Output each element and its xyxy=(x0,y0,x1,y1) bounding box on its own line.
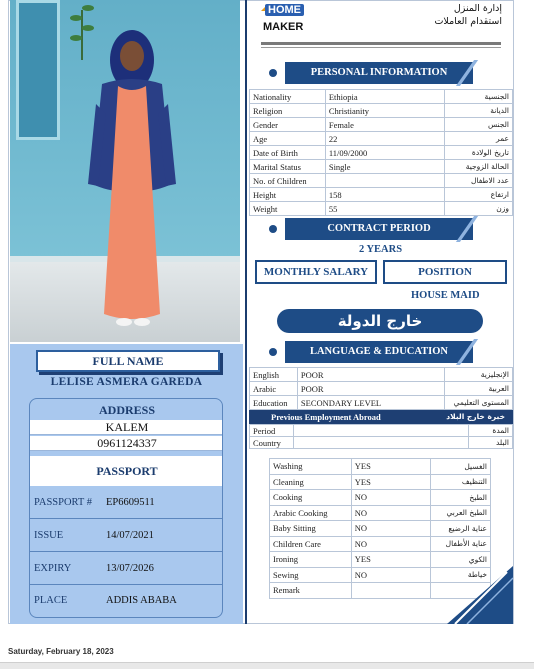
table-row xyxy=(270,505,491,521)
candidate-photo xyxy=(10,0,240,342)
row-value: Female xyxy=(325,118,444,132)
corner-decoration xyxy=(447,566,513,624)
personal-info-banner: PERSONAL INFORMATION xyxy=(285,62,473,84)
row-label: Remark xyxy=(270,583,352,599)
row-label: Nationality xyxy=(250,90,326,104)
row-label-arabic: الإنجليزية xyxy=(445,368,513,382)
table-row xyxy=(270,474,491,490)
row-label-arabic: المدة xyxy=(469,425,513,437)
row-label-arabic: تاريخ الولادة xyxy=(445,146,513,160)
fullname-label: FULL NAME xyxy=(36,350,220,372)
fullname-value: LELISE ASMERA GAREDA xyxy=(50,376,203,388)
arabic-title-line-1: إدارة المنزل xyxy=(453,3,502,14)
row-value xyxy=(325,174,444,188)
row-label-arabic: الغسيل xyxy=(431,459,491,475)
row-value: YES xyxy=(351,552,430,568)
row-label-arabic: عناية الأطفال xyxy=(431,536,491,552)
row-label-arabic: المستوى التعليمي xyxy=(445,396,513,410)
row-label-arabic: الطبخ xyxy=(431,490,491,506)
home-maker-logo xyxy=(261,4,321,38)
row-label-arabic: الجنس xyxy=(445,118,513,132)
row-label: English xyxy=(250,368,298,382)
arabic-title-line-2: استقدام العاملات xyxy=(434,16,502,27)
language-table xyxy=(249,367,513,410)
previous-employment-title: Previous Employment Abroad xyxy=(271,412,381,422)
row-value: 55 xyxy=(325,202,444,216)
row-label: Date of Birth xyxy=(250,146,326,160)
print-date: Saturday, February 18, 2023 xyxy=(8,647,114,656)
row-label-arabic: ارتفاع xyxy=(445,188,513,202)
passport-row xyxy=(30,585,223,617)
issue-label: ISSUE xyxy=(34,530,64,541)
row-value: YES xyxy=(351,459,430,475)
row-label: Children Care xyxy=(270,536,352,552)
table-row xyxy=(250,425,513,437)
row-label: Baby Sitting xyxy=(270,521,352,537)
personal-info-table xyxy=(249,89,513,216)
table-row xyxy=(250,382,513,396)
row-label: Cleaning xyxy=(270,474,352,490)
row-label: Religion xyxy=(250,104,326,118)
expiry-value: 13/07/2026 xyxy=(106,563,154,574)
row-value xyxy=(351,583,430,599)
row-label: Ironing xyxy=(270,552,352,568)
row-value: Christianity xyxy=(325,104,444,118)
row-label-arabic: الحالة الزوجية xyxy=(445,160,513,174)
table-row xyxy=(250,132,513,146)
row-label: Gender xyxy=(250,118,326,132)
row-value: POOR xyxy=(297,368,444,382)
row-label: Education xyxy=(250,396,298,410)
issue-value: 14/07/2021 xyxy=(106,530,154,541)
passport-number-value: EP6609511 xyxy=(106,497,155,508)
row-label-arabic: الديانة xyxy=(445,104,513,118)
bullet-icon xyxy=(269,348,277,356)
window-frame xyxy=(16,0,60,140)
table-row xyxy=(270,552,491,568)
row-label-arabic: الطبخ العربي xyxy=(431,505,491,521)
table-row xyxy=(270,459,491,475)
passport-row xyxy=(30,487,223,519)
place-value: ADDIS ABABA xyxy=(106,595,177,606)
address-card xyxy=(29,398,223,618)
agency-arabic-title xyxy=(434,2,502,28)
row-value: 22 xyxy=(325,132,444,146)
row-label: Cooking xyxy=(270,490,352,506)
table-row xyxy=(250,146,513,160)
address-label: ADDRESS xyxy=(98,403,155,417)
row-value: 11/09/2000 xyxy=(325,146,444,160)
contract-period-value: 2 YEARS xyxy=(358,244,403,255)
row-label: Country xyxy=(250,437,294,449)
row-label: Height xyxy=(250,188,326,202)
row-value xyxy=(293,437,468,449)
table-row xyxy=(250,118,513,132)
row-value: NO xyxy=(351,505,430,521)
abroad-badge: خارج الدولة xyxy=(277,309,483,333)
address-line-2: 0961124337 xyxy=(30,436,223,451)
contract-period-banner: CONTRACT PERIOD xyxy=(285,218,473,240)
row-value: NO xyxy=(351,490,430,506)
row-value: Single xyxy=(325,160,444,174)
table-row xyxy=(250,104,513,118)
details-column xyxy=(245,0,514,624)
row-value: NO xyxy=(351,536,430,552)
row-label: Age xyxy=(250,132,326,146)
language-education-banner: LANGUAGE & EDUCATION xyxy=(285,341,473,363)
passport-row xyxy=(30,520,223,552)
table-row xyxy=(270,536,491,552)
expiry-label: EXPIRY xyxy=(34,563,72,574)
table-row xyxy=(250,437,513,449)
row-label-arabic: الكوي xyxy=(431,552,491,568)
page-bottom-bar xyxy=(0,662,534,669)
row-label-arabic: البلد xyxy=(469,437,513,449)
row-label: Sewing xyxy=(270,567,352,583)
row-value: 158 xyxy=(325,188,444,202)
person-figure xyxy=(80,14,190,332)
previous-employment-table xyxy=(249,424,513,449)
row-label: No. of Children xyxy=(250,174,326,188)
table-row xyxy=(250,202,513,216)
passport-number-label: PASSPORT # xyxy=(34,497,93,508)
row-label-arabic: عمر xyxy=(445,132,513,146)
previous-employment-bar xyxy=(249,410,513,424)
row-label-arabic: التنظيف xyxy=(431,474,491,490)
table-row xyxy=(250,90,513,104)
table-row xyxy=(270,521,491,537)
row-value: NO xyxy=(351,567,430,583)
row-label: Period xyxy=(250,425,294,437)
row-value: YES xyxy=(351,474,430,490)
row-label: Arabic xyxy=(250,382,298,396)
row-label-arabic: العربية xyxy=(445,382,513,396)
row-label: Weight xyxy=(250,202,326,216)
logo-top-text: HOME xyxy=(265,4,304,16)
logo-bottom-text: MAKER xyxy=(263,21,304,33)
address-line-1: KALEM xyxy=(30,420,223,435)
position-label: POSITION xyxy=(383,260,507,284)
passport-row xyxy=(30,553,223,585)
table-row xyxy=(250,174,513,188)
bullet-icon xyxy=(269,69,277,77)
row-label-arabic: عدد الاطفال xyxy=(445,174,513,188)
row-value: Ethiopia xyxy=(325,90,444,104)
row-label-arabic: وزن xyxy=(445,202,513,216)
row-label: Arabic Cooking xyxy=(270,505,352,521)
monthly-salary-label: MONTHLY SALARY xyxy=(255,260,377,284)
bullet-icon xyxy=(269,225,277,233)
row-label-arabic: الجنسية xyxy=(445,90,513,104)
table-row xyxy=(250,160,513,174)
row-value: POOR xyxy=(297,382,444,396)
passport-label: PASSPORT xyxy=(30,456,223,486)
table-row xyxy=(250,368,513,382)
position-value: HOUSE MAID xyxy=(411,290,480,301)
place-label: PLACE xyxy=(34,595,68,606)
table-row xyxy=(250,188,513,202)
row-value: NO xyxy=(351,521,430,537)
row-label-arabic: عناية الرضيع xyxy=(431,521,491,537)
row-label: Washing xyxy=(270,459,352,475)
header xyxy=(247,0,514,54)
row-value: SECONDARY LEVEL xyxy=(297,396,444,410)
row-value xyxy=(293,425,468,437)
table-row xyxy=(250,396,513,410)
row-label: Marital Status xyxy=(250,160,326,174)
previous-employment-title-ar: خبرة خارج البلاد xyxy=(446,412,505,421)
row-label-arabic: خياطة xyxy=(431,567,491,583)
table-row xyxy=(270,490,491,506)
